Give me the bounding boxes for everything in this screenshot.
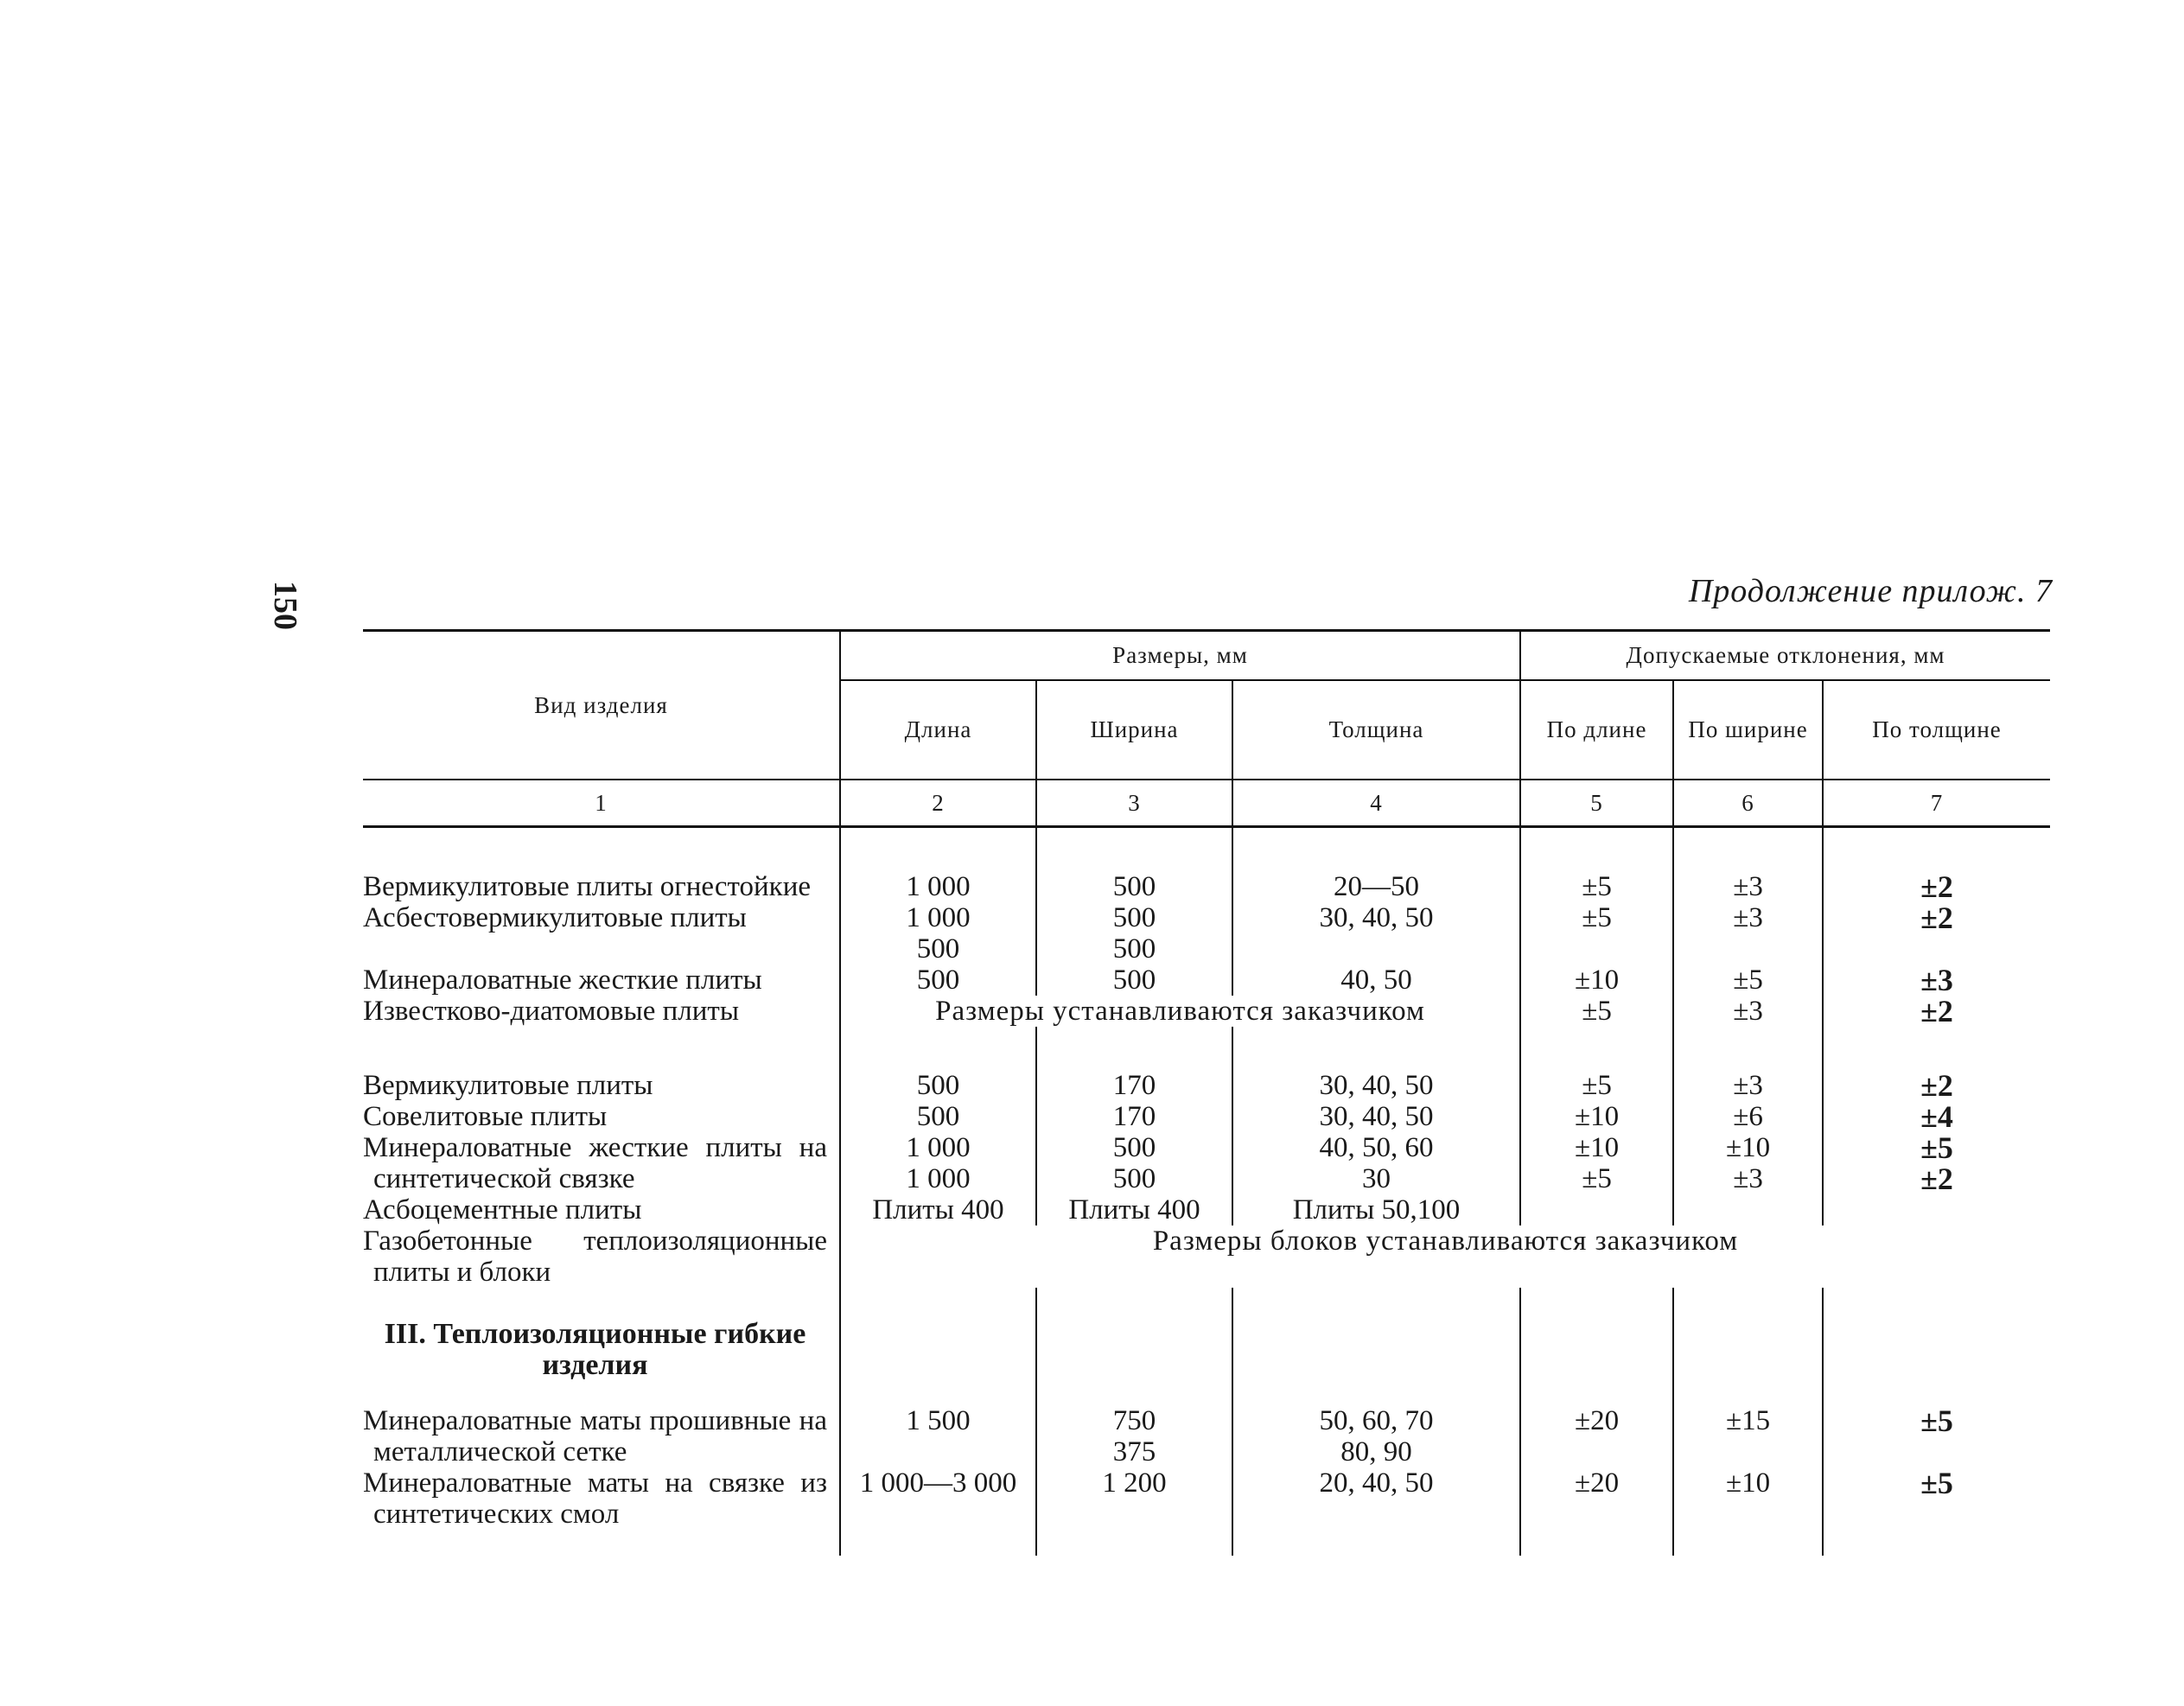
table-row (363, 1194, 2050, 1225)
sizes-note: Размеры блоков устанавливаются заказчиком (840, 1225, 2050, 1288)
length-cell: 1 000—3 000 (840, 1467, 1036, 1556)
dev-thickness-cell: ±2 (1823, 996, 2050, 1027)
width-cell: Плиты 400 (1036, 1194, 1232, 1225)
dev-width-cell: ±3 (1673, 1163, 1823, 1194)
dev-width-cell (1673, 933, 1823, 964)
product-name: Минераловатные маты прошивные на металлической сетке (363, 1405, 827, 1467)
column-number: 3 (1036, 780, 1232, 827)
thickness-value: 50, 60, 70 (1319, 1405, 1434, 1436)
product-name: Асбоцементные плиты (363, 1194, 642, 1225)
width-cell: 170 (1036, 1070, 1232, 1101)
table-row (363, 933, 2050, 964)
table-row (363, 1070, 2050, 1101)
dev-thickness-cell: ±3 (1823, 964, 2050, 996)
width-cell: 500 (1036, 933, 1232, 964)
header-row-groups (363, 631, 2050, 681)
dev-thickness-cell (1823, 933, 2050, 964)
table-row (363, 964, 2050, 996)
product-name: Минераловатные жесткие плиты на синтетической связке (363, 1132, 827, 1194)
column-number: 2 (840, 780, 1036, 827)
table-row (363, 1101, 2050, 1132)
dev-thickness-cell: ±2 (1823, 902, 2050, 933)
table-row (363, 1405, 2050, 1467)
dev-thickness-cell: ±5 (1823, 1132, 2050, 1163)
length-cell: 500 (840, 1070, 1036, 1101)
width-cell: 170 (1036, 1101, 1232, 1132)
product-name: Газобетонные теплоизоляционные плиты и блоки (363, 1225, 827, 1288)
dev-width-cell: ±10 (1673, 1467, 1823, 1556)
width-value: 750 (1112, 1405, 1156, 1436)
header-width: Ширина (1036, 680, 1232, 780)
width-cell: 500 (1036, 964, 1232, 996)
dev-length-cell: ±10 (1520, 1132, 1673, 1163)
sizes-note: Размеры устанавливаются заказчиком (840, 996, 1520, 1027)
column-number: 4 (1232, 780, 1520, 827)
table-row (363, 902, 2050, 933)
header-sizes-group: Размеры, мм (840, 631, 1520, 681)
header-thickness: Толщина (1232, 680, 1520, 780)
header-row-numbers (363, 780, 2050, 827)
section-heading: III. Теплоизоляционные гибкие изделия (384, 1318, 806, 1381)
thickness-cell: 20—50 (1232, 871, 1520, 902)
width-value: 375 (1112, 1436, 1156, 1467)
length-cell: 1 000 (840, 902, 1036, 933)
dev-length-cell: ±10 (1520, 1101, 1673, 1132)
dev-thickness-cell (1823, 1194, 2050, 1225)
length-cell: 500 (840, 964, 1036, 996)
length-cell: 500 (840, 933, 1036, 964)
product-name: Минераловатные маты на связке из синтетических смол (363, 1467, 827, 1530)
product-name (363, 933, 840, 964)
header-dev-thickness: По толщине (1823, 680, 2050, 780)
width-cell: 500 (1036, 902, 1232, 933)
continuation-caption: Продолжение прилож. 7 (1688, 573, 2053, 609)
thickness-cell: 40, 50, 60 (1232, 1132, 1520, 1163)
dev-length-cell: ±5 (1520, 871, 1673, 902)
dev-length-cell: ±5 (1520, 902, 1673, 933)
dev-width-cell: ±10 (1673, 1132, 1823, 1163)
width-cell: 500 (1036, 871, 1232, 902)
thickness-cell: 20, 40, 50 (1232, 1467, 1520, 1556)
dev-width-cell: ±5 (1673, 964, 1823, 996)
dev-thickness-cell: ±5 (1823, 1467, 2050, 1556)
length-cell: 500 (840, 1101, 1036, 1132)
thickness-cell: 30, 40, 50 (1232, 1101, 1520, 1132)
column-number: 6 (1673, 780, 1823, 827)
dev-length-cell (1520, 933, 1673, 964)
width-cell: 1 200 (1036, 1467, 1232, 1556)
section-row (363, 1312, 2050, 1381)
length-cell: 1 500 (840, 1405, 1036, 1467)
table-row (363, 1467, 2050, 1556)
product-name: Минераловатные жесткие плиты (363, 964, 762, 996)
thickness-cell: 30, 40, 50 (1232, 1070, 1520, 1101)
header-deviations-group: Допускаемые отклонения, мм (1520, 631, 2050, 681)
product-name: Асбестовермикулитовые плиты (363, 902, 747, 933)
dev-length-cell: ±20 (1520, 1467, 1673, 1556)
dev-width-cell (1673, 1194, 1823, 1225)
length-cell: Плиты 400 (840, 1194, 1036, 1225)
length-cell: 1 000 (840, 1132, 1036, 1163)
product-name: Вермикулитовые плиты огнестойкие (363, 871, 812, 902)
width-cell: 500 (1036, 1163, 1232, 1194)
dimensions-table (363, 629, 2050, 1556)
dev-length-cell: ±5 (1520, 1163, 1673, 1194)
dev-width-cell: ±3 (1673, 871, 1823, 902)
thickness-cell: 30, 40, 50 (1232, 902, 1520, 933)
dev-thickness-cell: ±4 (1823, 1101, 2050, 1132)
header-dev-width: По ширине (1673, 680, 1823, 780)
table-row (363, 996, 2050, 1027)
column-number: 7 (1823, 780, 2050, 827)
dev-width-cell: ±3 (1673, 902, 1823, 933)
product-name: Совелитовые плиты (363, 1101, 608, 1132)
column-number: 5 (1520, 780, 1673, 827)
table-row (363, 1225, 2050, 1288)
table-row (363, 1132, 2050, 1163)
dev-length-cell: ±10 (1520, 964, 1673, 996)
thickness-cell (1232, 1405, 1520, 1467)
thickness-cell (1232, 933, 1520, 964)
product-name: Известково-диатомовые плиты (363, 996, 740, 1027)
thickness-cell: 40, 50 (1232, 964, 1520, 996)
dev-length-cell: ±5 (1520, 996, 1673, 1027)
dev-thickness-cell: ±2 (1823, 1070, 2050, 1101)
length-cell: 1 000 (840, 871, 1036, 902)
dev-thickness-cell: ±2 (1823, 871, 2050, 902)
dev-width-cell: ±3 (1673, 1070, 1823, 1101)
dev-width-cell: ±6 (1673, 1101, 1823, 1132)
width-cell (1036, 1405, 1232, 1467)
dev-width-cell: ±3 (1673, 996, 1823, 1027)
dimensions-table-container (363, 629, 2050, 1556)
thickness-value: 80, 90 (1340, 1436, 1412, 1467)
dev-thickness-cell: ±2 (1823, 1163, 2050, 1194)
dev-length-cell: ±20 (1520, 1405, 1673, 1467)
dev-length-cell: ±5 (1520, 1070, 1673, 1101)
dev-length-cell (1520, 1194, 1673, 1225)
thickness-cell: 30 (1232, 1163, 1520, 1194)
page-number: 150 (267, 581, 303, 630)
header-dev-length: По длине (1520, 680, 1673, 780)
header-length: Длина (840, 680, 1036, 780)
column-number: 1 (595, 789, 608, 816)
table-row (363, 871, 2050, 902)
width-cell: 500 (1036, 1132, 1232, 1163)
dev-width-cell: ±15 (1673, 1405, 1823, 1467)
header-product-type: Вид изделия (534, 691, 668, 718)
thickness-cell: Плиты 50,100 (1232, 1194, 1520, 1225)
dev-thickness-cell: ±5 (1823, 1405, 2050, 1467)
product-name: Вермикулитовые плиты (363, 1070, 653, 1101)
length-cell: 1 000 (840, 1163, 1036, 1194)
